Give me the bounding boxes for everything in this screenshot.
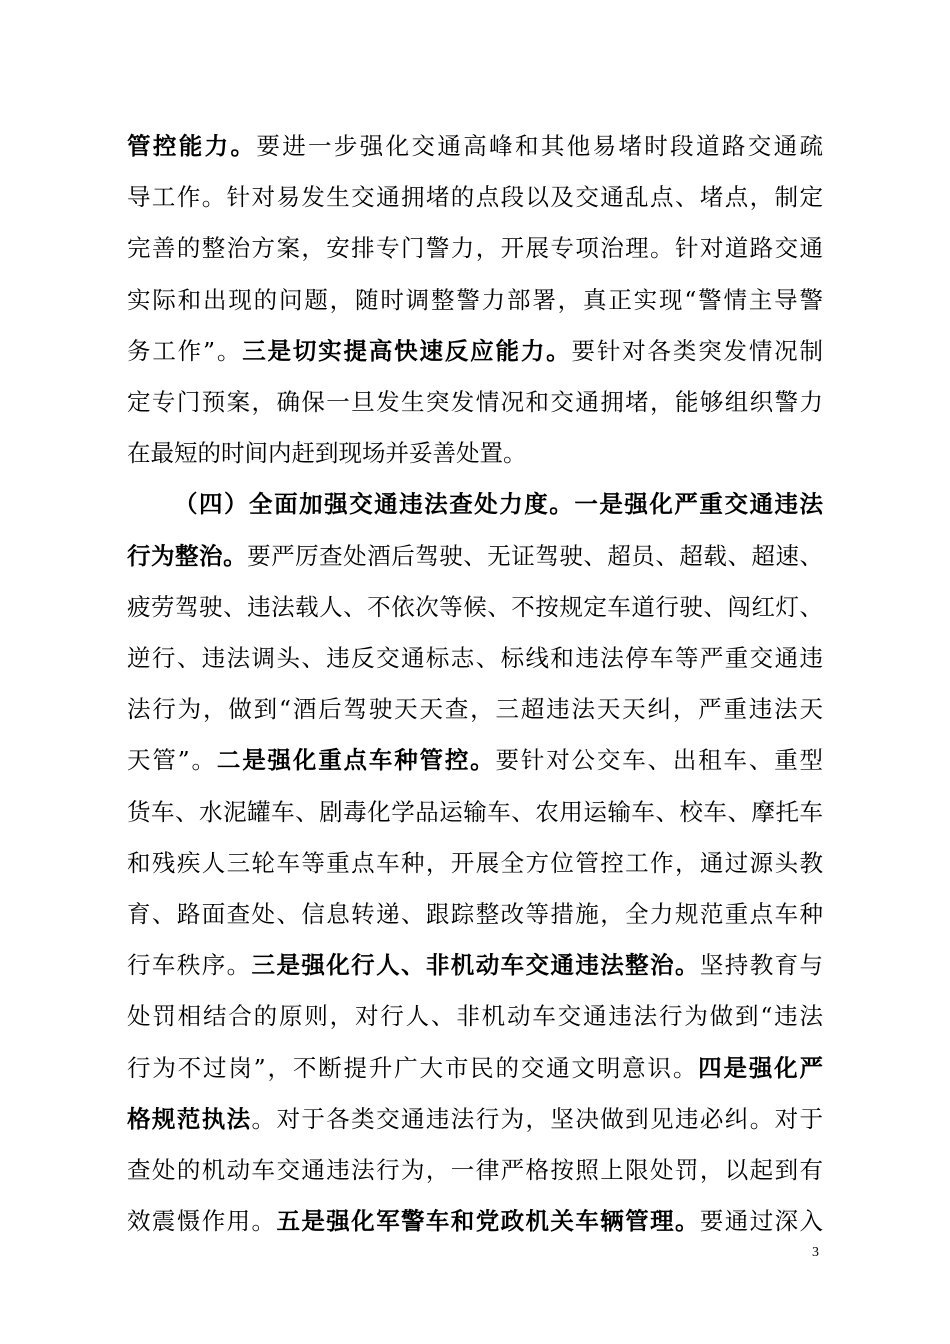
text-line bbox=[127, 1148, 823, 1192]
text-run: 逆行、违法调头、违反交通标志、标线和违法停车等严重交通违 bbox=[127, 644, 823, 672]
bold-text-run: 行为整治。 bbox=[127, 541, 248, 570]
text-run: 处罚相结合的原则，对行人、非机动车交通违法行为做到“违法 bbox=[127, 1002, 823, 1031]
text-line bbox=[127, 175, 823, 219]
text-run: 坚持教育与 bbox=[699, 951, 823, 980]
text-run: 育、路面查处、信息转递、跟踪整改等措施，全力规范重点车种 bbox=[127, 900, 823, 928]
text-run: 在最短的时间内赶到现场并妥善处置。 bbox=[127, 439, 527, 468]
text-run: 行为不过岗”，不断提升广大市民的交通文明意识。 bbox=[127, 1053, 699, 1082]
text-run: 完善的整治方案，安排专门警力，开展专项治理。针对道路交通 bbox=[127, 234, 823, 263]
text-run: 要针对公交车、出租车、重型 bbox=[495, 746, 823, 775]
text-line bbox=[127, 943, 823, 987]
text-line bbox=[127, 226, 823, 270]
page-number: 3 bbox=[812, 1245, 819, 1260]
text-run: 法行为，做到“酒后驾驶天天查，三超违法天天纠，严重违法天 bbox=[127, 695, 823, 724]
text-run: 要进一步强化交通高峰和其他易堵时段道路交通疏 bbox=[256, 132, 823, 160]
bold-text-run: （四）全面加强交通违法查处力度。一是强化严重交通违法 bbox=[174, 490, 823, 519]
text-line bbox=[127, 841, 823, 885]
bold-text-run: 二是强化重点车种管控。 bbox=[216, 746, 496, 775]
text-line bbox=[127, 994, 823, 1038]
text-line bbox=[127, 738, 823, 782]
text-line bbox=[127, 790, 823, 834]
text-line bbox=[127, 431, 823, 475]
text-run: 要严厉查处酒后驾驶、无证驾驶、超员、超载、超速、 bbox=[247, 541, 823, 570]
text-run: 实际和出现的问题，随时调整警力部署，真正实现“警情主导警 bbox=[127, 285, 823, 314]
text-line bbox=[127, 534, 823, 578]
text-line bbox=[127, 124, 823, 168]
bold-text-run: 四是强化严 bbox=[698, 1053, 823, 1082]
bold-text-run: 五是强化军警车和党政机关车辆管理。 bbox=[276, 1207, 700, 1236]
bold-text-run: 格规范执法 bbox=[127, 1104, 252, 1133]
text-run: 要针对各类突发情况制 bbox=[571, 336, 823, 365]
text-line bbox=[127, 636, 823, 680]
text-line bbox=[127, 278, 823, 322]
bold-text-run: 管控能力。 bbox=[127, 132, 257, 160]
text-run: 要通过深入 bbox=[699, 1207, 823, 1236]
bold-text-run: 三是强化行人、非机动车交通违法整治。 bbox=[251, 951, 700, 980]
text-run: 效震慑作用。 bbox=[127, 1207, 277, 1236]
text-run: 疲劳驾驶、违法载人、不依次等候、不按规定车道行驶、闯红灯、 bbox=[127, 592, 823, 621]
text-line bbox=[174, 482, 823, 526]
text-run: 货车、水泥罐车、剧毒化学品运输车、农用运输车、校车、摩托车 bbox=[127, 797, 823, 826]
text-line bbox=[127, 329, 823, 373]
text-run: 和残疾人三轮车等重点车种，开展全方位管控工作，通过源头教 bbox=[127, 848, 823, 877]
text-line bbox=[127, 380, 823, 424]
text-line bbox=[127, 1097, 823, 1141]
text-run: 查处的机动车交通违法行为，一律严格按照上限处罚，以起到有 bbox=[127, 1156, 823, 1184]
text-run: 行车秩序。 bbox=[127, 951, 252, 980]
bold-text-run: 三是切实提高快速反应能力。 bbox=[242, 336, 572, 365]
text-run: 。对于各类交通违法行为，坚决做到见违必纠。对于 bbox=[251, 1104, 823, 1133]
text-run: 定专门预案，确保一旦发生突发情况和交通拥堵，能够组织警力 bbox=[127, 388, 823, 416]
text-line bbox=[127, 687, 823, 731]
text-run: 务工作”。 bbox=[127, 336, 243, 365]
text-line bbox=[127, 1199, 823, 1243]
text-line bbox=[127, 1046, 823, 1090]
text-line bbox=[127, 892, 823, 936]
text-run: 天管”。 bbox=[127, 746, 217, 775]
text-run: 导工作。针对易发生交通拥堵的点段以及交通乱点、堵点，制定 bbox=[127, 183, 823, 212]
text-line bbox=[127, 585, 823, 629]
